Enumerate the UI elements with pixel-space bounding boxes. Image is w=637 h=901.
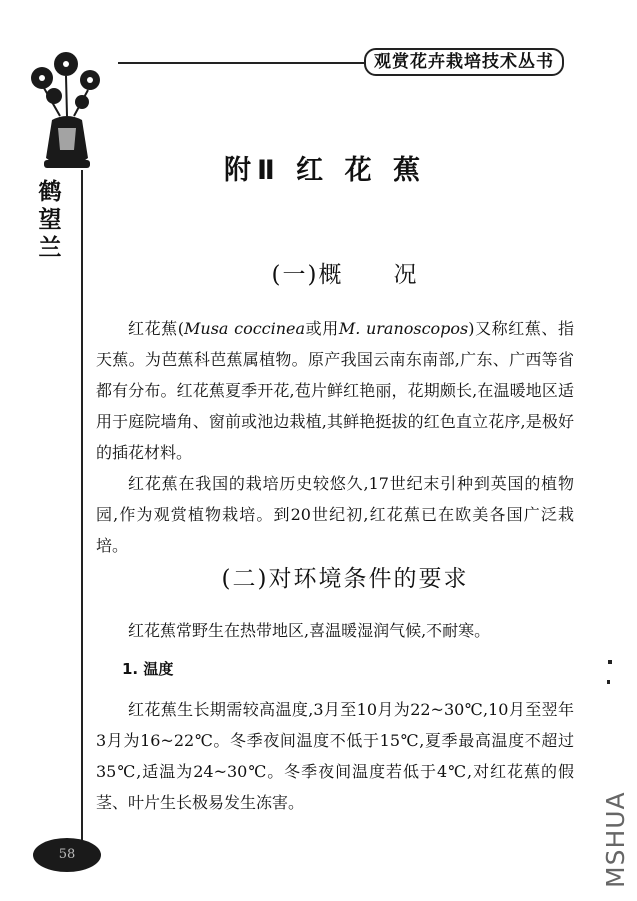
text-span: 红花蕉( [128, 319, 184, 338]
latin-name: Musa coccinea [184, 319, 306, 338]
environment-intro [96, 615, 574, 646]
paragraph [96, 313, 574, 468]
vertical-title-char: 望 [38, 207, 62, 233]
overview-text [96, 313, 574, 561]
header-rule [118, 62, 368, 64]
paragraph: 红花蕉常野生在热带地区,喜温暖湿润气候,不耐寒。 [128, 621, 491, 640]
subheading-temperature: 1. 温度 [122, 660, 174, 678]
flower-vase-icon [22, 50, 112, 180]
series-title-badge: 观赏花卉栽培技术丛书 [364, 48, 564, 76]
scan-speck [607, 680, 610, 684]
temperature-text [96, 694, 574, 818]
vertical-title-char: 鹤 [38, 179, 62, 205]
vertical-book-title [38, 178, 62, 262]
chapter-title: 附Ⅱ 红 花 蕉 [224, 155, 426, 186]
section-heading-environment: (二)对环境条件的要求 [221, 566, 469, 592]
margin-rule [81, 170, 83, 850]
watermark-text: MSHUA [601, 791, 630, 888]
scan-speck [608, 660, 612, 664]
latin-name: M. uranoscopos [338, 319, 469, 338]
watermark [596, 782, 636, 892]
vertical-title-char: 兰 [38, 235, 62, 261]
page-number-badge: 58 [33, 838, 101, 872]
paragraph: 红花蕉生长期需较高温度,3月至10月为22~30℃,10月至翌年3月为16~22℃。冬季夜间温度不低于15℃,夏季最高温度不超过35℃,适温为24~30℃。冬季夜间温度若低于4℃,对红花蕉的假茎、叶片生长极易发生冻害。 [96, 700, 574, 812]
paragraph: 红花蕉在我国的栽培历史较悠久,17世纪末引种到英国的植物园,作为观赏植物栽培。到20世纪初,红花蕉已在欧美各国广泛栽培。 [96, 474, 574, 555]
section-heading-overview: (一)概 况 [271, 262, 419, 288]
text-span: 或用 [305, 319, 339, 338]
text-span: )又称红蕉、指天蕉。为芭蕉科芭蕉属植物。原产我国云南东南部,广东、广西等省都有分布。红花蕉夏季开花,苞片鲜红艳丽，花期颇长,在温暖地区适用于庭院墙角、窗前或池边栽植,其鲜艳挺拔的红色直立花序,是极好的插花材料。 [96, 319, 575, 462]
